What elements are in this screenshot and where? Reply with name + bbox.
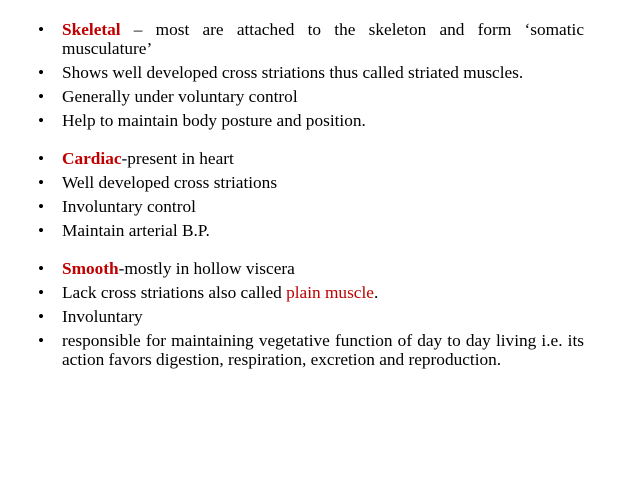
bullet-cross-striations [38, 173, 584, 192]
bullet-smooth [38, 259, 584, 278]
bullet-text: Involuntary [62, 307, 143, 326]
bullet-text: -present in heart [121, 149, 234, 168]
bullet-text: Generally under voluntary control [62, 87, 298, 106]
bullet-arterial-bp [38, 221, 584, 240]
term-skeletal: Skeletal [62, 20, 121, 39]
bullet-text: Involuntary control [62, 197, 196, 216]
term-cardiac: Cardiac [62, 149, 122, 168]
bullet-involuntary [38, 307, 584, 326]
bullet-text: Well developed cross striations [62, 173, 278, 192]
bullet-text-after: . [373, 283, 379, 302]
bullet-vegetative [38, 331, 584, 369]
bullet-text: -mostly in hollow viscera [118, 259, 295, 278]
bullet-text: Shows well developed cross striations thus called striated muscles. [62, 63, 524, 82]
bullet-skeletal [38, 20, 584, 58]
bullet-text: Lack cross striations also called [62, 283, 287, 302]
highlight-plain-muscle: plain muscle [286, 283, 374, 302]
bullet-striated [38, 63, 584, 82]
bullet-list [38, 20, 584, 374]
bullet-text: – most are attached to the skeleton and form ‘somatic musculature’ [62, 20, 584, 58]
bullet-text: Maintain arterial B.P. [62, 221, 210, 240]
bullet-posture [38, 111, 584, 130]
bullet-text: Help to maintain body posture and position. [62, 111, 366, 130]
bullet-text: responsible for maintaining vegetative function of day to day living i.e. its action favors digestion, respiration, excretion and reproduction. [62, 331, 584, 369]
bullet-voluntary [38, 87, 584, 106]
bullet-plain-muscle [38, 283, 584, 302]
bullet-involuntary-control [38, 197, 584, 216]
bullet-cardiac [38, 149, 584, 168]
term-smooth: Smooth [62, 259, 119, 278]
